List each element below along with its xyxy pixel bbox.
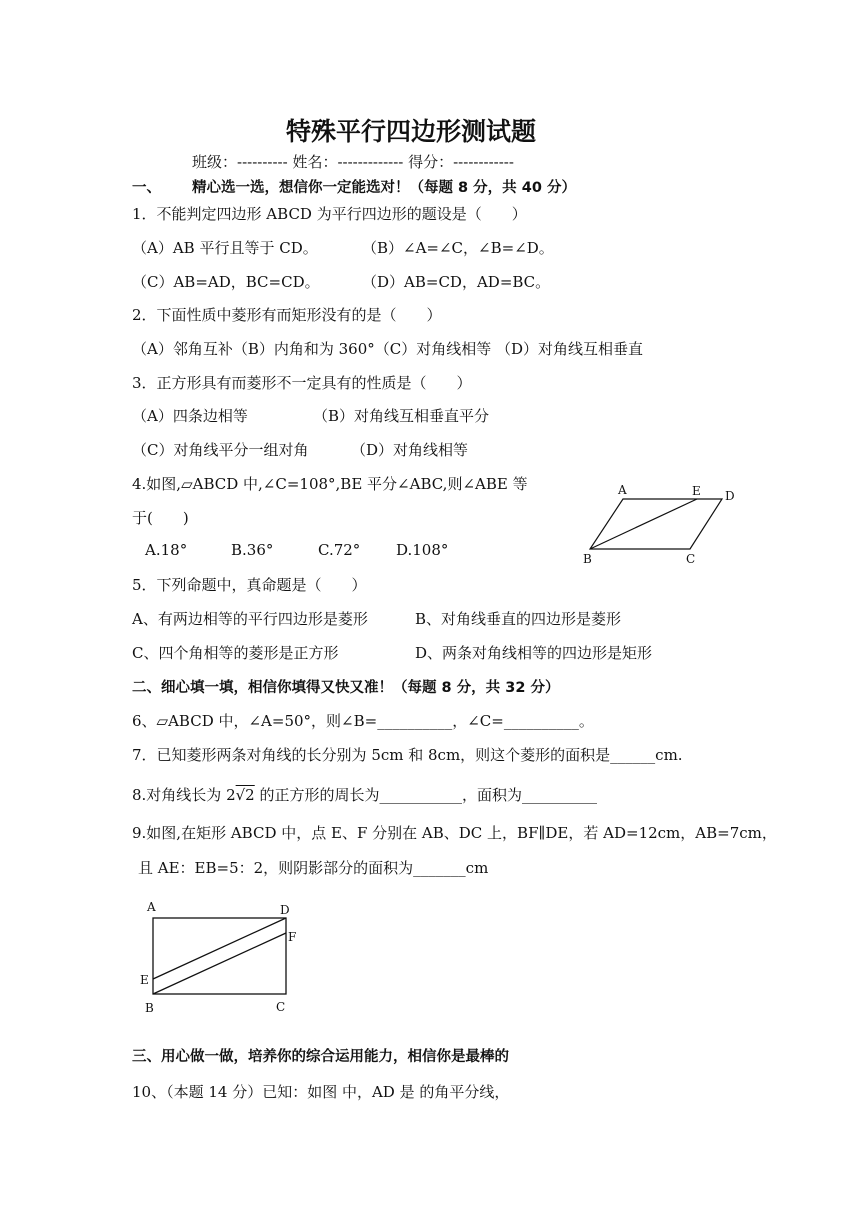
q5-option-a: A、有两边相等的平行四边形是菱形 — [132, 610, 368, 628]
q9-stem-line2: 且 AE：EB=5：2，则阴影部分的面积为_______cm — [138, 859, 489, 877]
q1-option-c: （C）AB=AD，BC=CD。 — [132, 273, 320, 291]
label-b: B — [583, 552, 592, 566]
q1-option-a: （A）AB 平行且等于 CD。 — [132, 239, 318, 257]
label-c: C — [686, 552, 696, 566]
label-c: C — [276, 1000, 286, 1014]
q5-option-b: B、对角线垂直的四边形是菱形 — [415, 610, 622, 628]
q9-stem-line1: 9.如图,在矩形 ABCD 中，点 E、F 分别在 AB、DC 上，BF∥DE，若 AD=12cm，AB=7cm， — [132, 824, 777, 842]
q8-text-after: 的正方形的周长为___________，面积为__________ — [254, 786, 598, 804]
q1-stem: 1．不能判定四边形 ABCD 为平行四边形的题设是（ ） — [132, 205, 527, 223]
q4-option-c: C.72° — [318, 541, 361, 559]
parallelogram-abcd — [590, 499, 722, 549]
page-title: 特殊平行四边形测试题 — [286, 117, 537, 146]
label-b: B — [145, 1001, 154, 1015]
label-d: D — [280, 903, 290, 917]
segment-bf — [153, 933, 286, 994]
label-a: A — [147, 900, 156, 914]
q7-text: 7．已知菱形两条对角线的长分别为 5cm 和 8cm，则这个菱形的面积是______cm. — [132, 746, 683, 764]
q5-option-d: D、两条对角线相等的四边形是矩形 — [415, 644, 653, 662]
rectangle-abcd — [153, 918, 286, 994]
q8-text-before: 8.对角线长为 2 — [132, 786, 236, 804]
label-e: E — [692, 484, 701, 498]
label-f: F — [288, 930, 297, 944]
q3-option-c: （C）对角线平分一组对角 — [132, 441, 309, 459]
q5-option-c: C、四个角相等的菱形是正方形 — [132, 644, 339, 662]
section1-heading: 精心选一选，想信你一定能选对！（每题 8 分，共 40 分） — [192, 180, 576, 196]
label-e: E — [140, 973, 149, 987]
q6-text: 6、▱ABCD 中，∠A=50°，则∠B=__________，∠C=__________。 — [132, 712, 594, 730]
q4-stem-line2: 于( ) — [132, 509, 189, 527]
q5-stem: 5．下列命题中，真命题是（ ） — [132, 576, 367, 594]
q8-text — [132, 784, 597, 805]
q2-options: （A）邻角互补（B）内角和为 360°（C）对角线相等 （D）对角线互相垂直 — [132, 340, 644, 358]
q4-option-d: D.108° — [396, 541, 449, 559]
q1-option-d: （D）AB=CD，AD=BC。 — [362, 273, 551, 291]
q3-option-a: （A）四条边相等 — [132, 407, 248, 425]
section2-heading: 二、细心填一填，相信你填得又快又准！（每题 8 分，共 32 分） — [132, 680, 560, 696]
q4-stem-line1: 4.如图,▱ABCD 中,∠C=108°,BE 平分∠ABC,则∠ABE 等 — [132, 475, 528, 493]
q3-option-b: （B）对角线互相垂直平分 — [313, 407, 490, 425]
q1-option-b: （B）∠A=∠C，∠B=∠D。 — [362, 239, 554, 257]
label-a: A — [618, 483, 627, 497]
label-d: D — [725, 489, 735, 503]
q8-radical: √2 — [235, 786, 255, 804]
q3-option-d: （D）对角线相等 — [351, 441, 469, 459]
q4-option-a: A.18° — [145, 541, 188, 559]
q3-stem: 3．正方形具有而菱形不一定具有的性质是（ ） — [132, 374, 472, 392]
section1-number: 一、 — [132, 180, 161, 196]
q10-text: 10、（本题 14 分）已知：如图 中，AD 是 的角平分线， — [132, 1083, 510, 1101]
q2-stem: 2．下面性质中菱形有而矩形没有的是（ ） — [132, 306, 442, 324]
q9-rectangle-figure — [135, 895, 310, 1025]
student-info-line: 班级：---------- 姓名：------------- 得分：------------ — [192, 153, 514, 171]
section3-heading: 三、用心做一做，培养你的综合运用能力，相信你是最棒的 — [132, 1049, 509, 1065]
q4-option-b: B.36° — [231, 541, 274, 559]
q4-parallelogram-figure — [578, 480, 738, 570]
segment-ed — [153, 918, 286, 979]
